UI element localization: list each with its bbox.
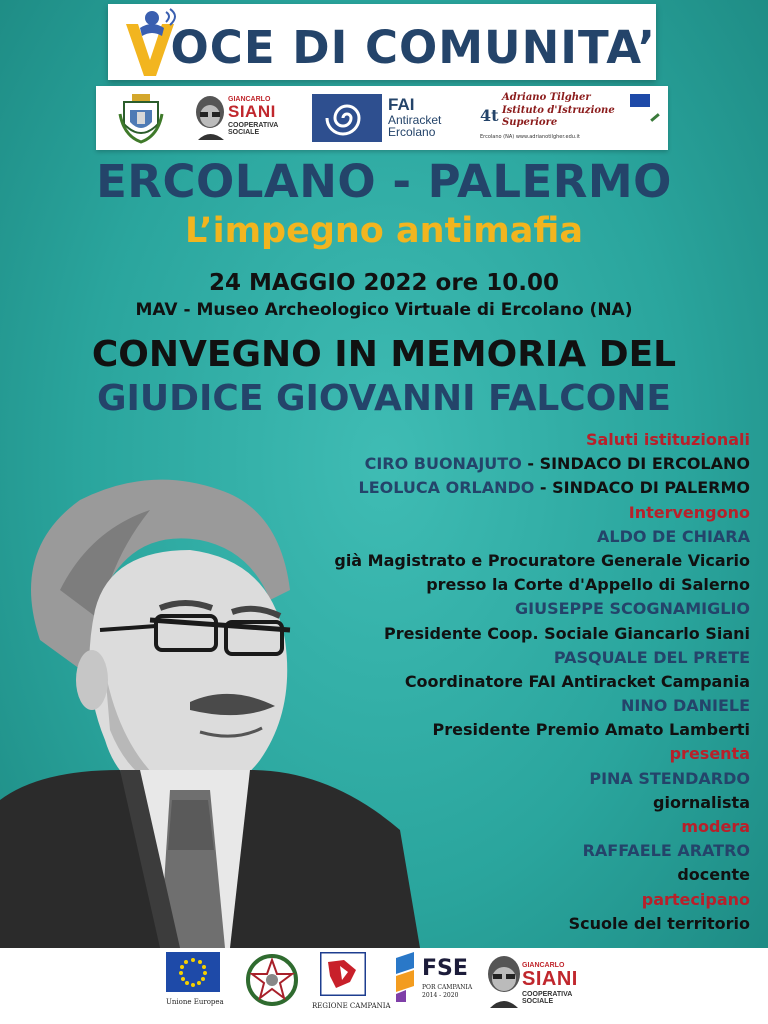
speaker-2-name: LEOLUCA ORLANDO [358,478,535,498]
speaker-3-name: ALDO DE CHIARA [597,526,750,546]
footer-siani-line4: SOCIALE [522,998,554,1005]
fai-line2: Antiracket [388,112,442,127]
speaker-4-name: GIUSEPPE SCOGNAMIGLIO [514,599,750,619]
campania-label: REGIONE CAMPANIA [312,1002,391,1010]
fse-title: FSE [422,956,468,981]
footer-logo-bar [0,948,768,1024]
program-list [280,428,750,936]
tilgher-line2: Istituto d'Istruzione Superiore [502,104,615,128]
fse-sub2: 2014 - 2020 [422,992,459,999]
moderator-name: RAFFAELE ARATRO [582,841,750,861]
eu-flag-icon [166,952,220,996]
fse-sub1: POR CAMPANIA [422,984,473,991]
speaker-5-role: Coordinatore FAI Antiracket Campania [404,671,750,691]
speaker-4-role: Presidente Coop. Sociale Giancarlo Siani [384,623,750,643]
siani-face-icon [192,92,230,142]
speaker-2-role: SINDACO DI PALERMO [552,478,750,498]
eu-flag-icon [630,94,650,107]
speaker-3-role-1: già Magistrato e Procuratore Generale Vicario [334,550,750,570]
siani-line2: SIANI [228,102,276,121]
fai-line3: Ercolano [388,125,436,140]
partner-logos-strip [96,86,668,150]
speaker-1-name: CIRO BUONAJUTO [364,454,522,474]
speaker-3-role-2: presso la Corte d'Appello di Salerno [426,575,750,595]
footer-siani-line1: GIANCARLO [522,962,565,969]
separator-2: - [534,478,553,498]
headline-line-1: CONVEGNO IN MEMORIA DEL [91,334,677,375]
speaker-6-name: NINO DANIELE [621,696,750,716]
moderator-role: docente [677,865,750,885]
presenta-label: presenta [669,744,750,764]
presenter-role: giornalista [653,792,750,812]
event-date: 24 MAGGIO 2022 ore 10.00 [208,270,560,296]
brand-v-logo-icon [122,6,177,78]
speaker-2 [280,476,750,500]
siani-line4: SOCIALE [228,129,260,136]
separator-1: - [521,454,540,474]
speaker-1-role: SINDACO DI ERCOLANO [539,454,750,474]
eu-label: Unione Europea [166,998,224,1006]
siani-line3: COOPERATIVA [228,122,279,129]
speaker-5-name: PASQUALE DEL PRETE [553,647,750,667]
headline-line-2: GIUDICE GIOVANNI FALCONE [96,378,672,419]
cities-title: ERCOLANO - PALERMO [96,155,672,208]
tilgher-mark: 4t [480,106,499,125]
fai-line1: FAI [388,95,415,114]
ercolano-crest-icon [118,92,164,148]
presenter-name: PINA STENDARDO [589,768,750,788]
siani-line1: GIANCARLO [228,96,271,103]
partecipano-label: partecipano [641,889,750,909]
regione-campania-logo-icon [320,952,366,1000]
fse-logo-icon [392,952,420,1006]
siani-cooperative-logo [192,92,288,142]
fai-swirl-icon [312,94,382,146]
saluti-label: Saluti istituzionali [585,430,750,449]
tilgher-school-logo [480,92,664,146]
speaker-1 [280,452,750,476]
tilgher-footer: Ercolano (NA) www.adrianotilgher.edu.it [480,134,580,140]
italian-republic-emblem-icon [246,952,298,1012]
tilgher-line1: Adriano Tilgher [502,92,591,103]
brand-banner [108,4,656,80]
brand-title: OCE DI COMUNITA’ [170,20,656,74]
event-venue: MAV - Museo Archeologico Virtuale di Ercolano (NA) [135,300,633,320]
participants: Scuole del territorio [568,913,750,933]
intervengono-label: Intervengono [628,502,750,522]
speaker-6-role: Presidente Premio Amato Lamberti [432,720,750,740]
footer-siani-line2: SIANI [522,968,578,990]
siani-face-icon [484,952,524,1012]
footer-siani-line3: COOPERATIVA [522,991,573,998]
modera-label: modera [681,817,750,836]
event-subtitle: L’impegno antimafia [185,211,583,251]
